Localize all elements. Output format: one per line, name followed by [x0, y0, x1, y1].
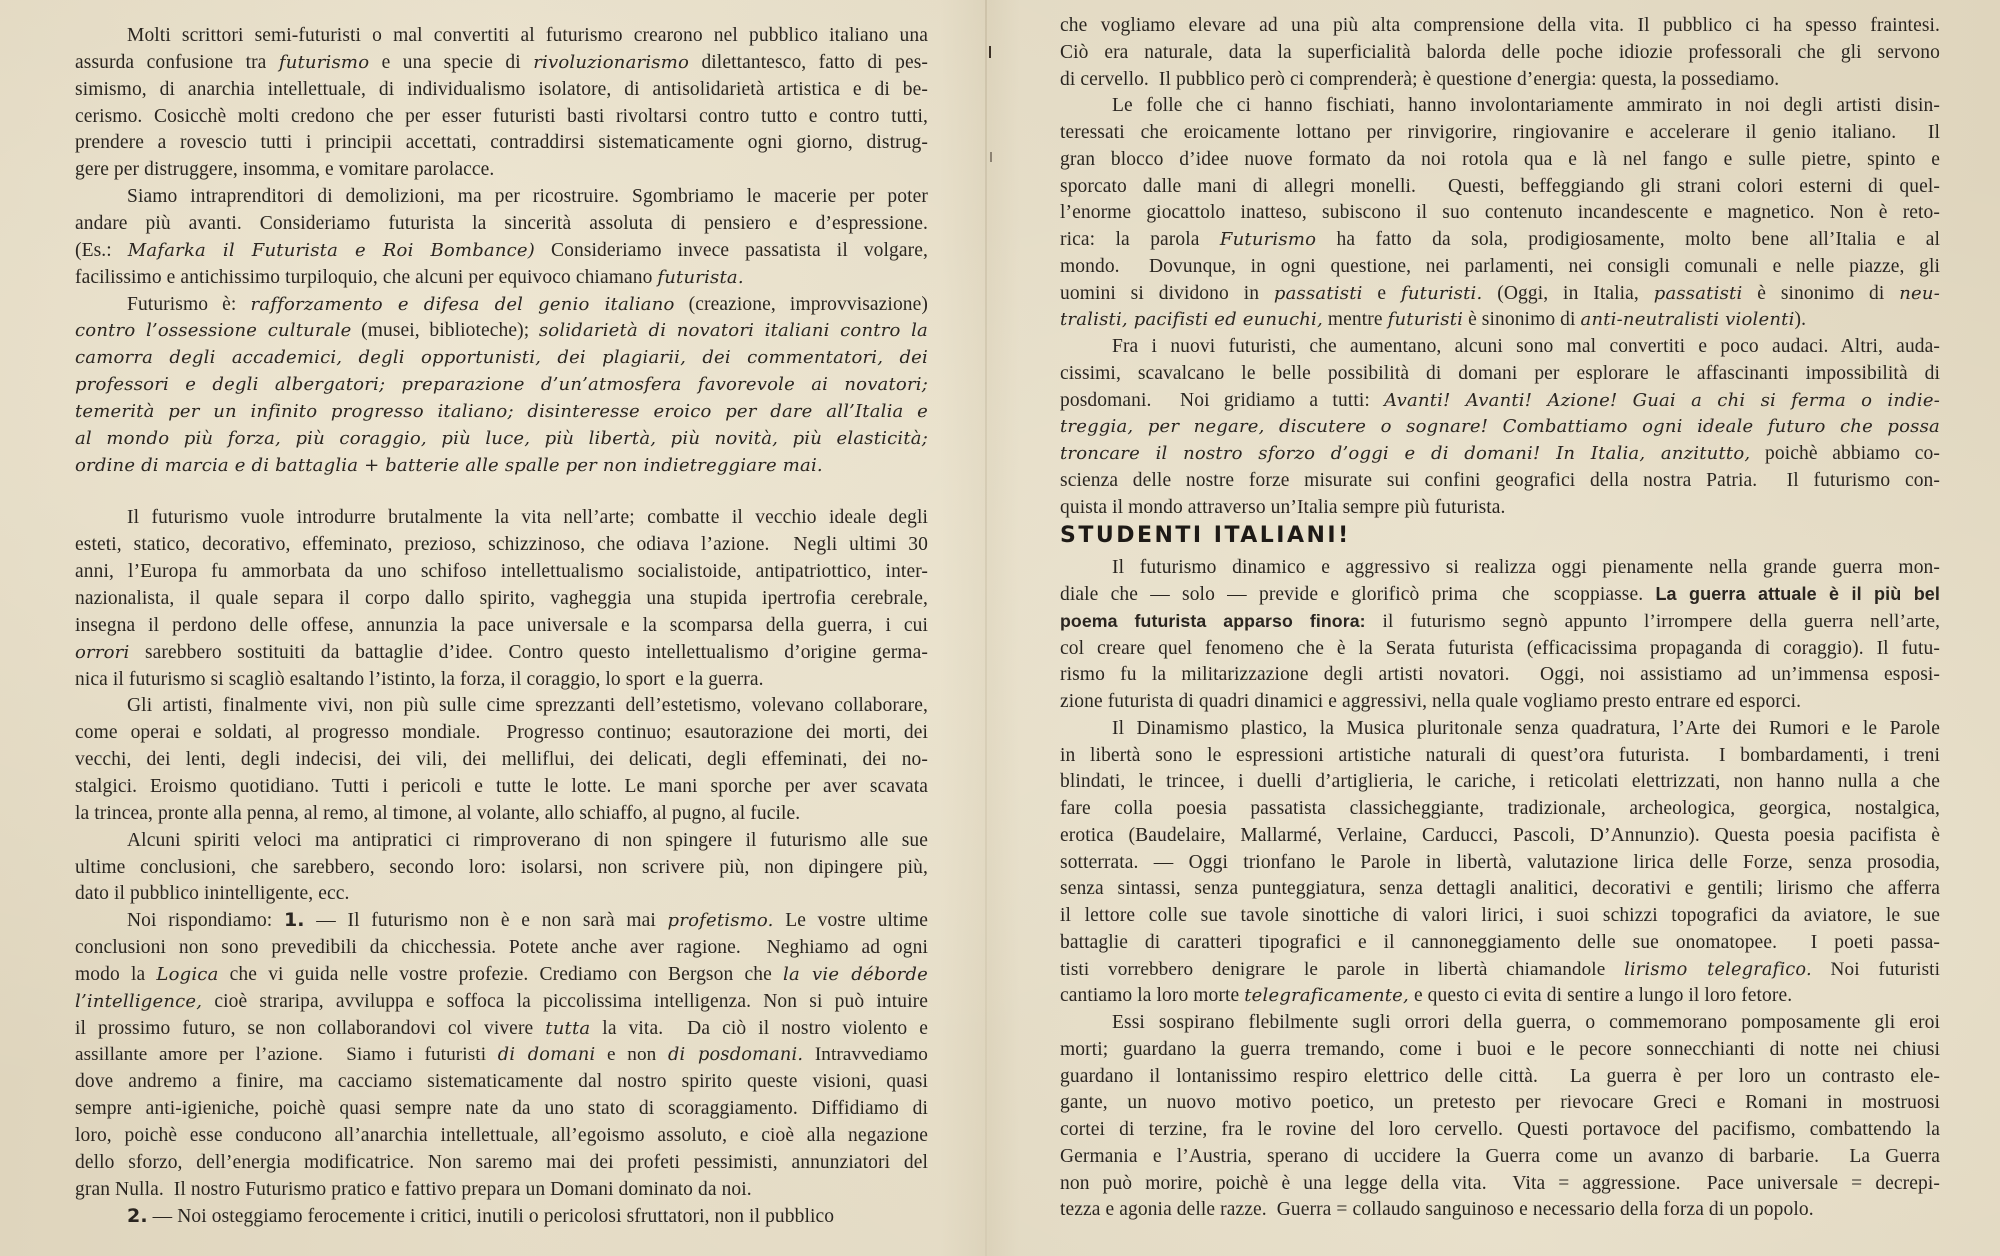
text-line — [1060, 1196, 1940, 1223]
text-line — [75, 504, 928, 531]
italic-text: ordine di marcia e di battaglia + batterie alle spalle per non indietreggiare mai. — [75, 454, 823, 476]
text-segment: anni, l’Europa fu ammorbata da uno schifoso intellettualismo socialistoide, antipatriottico, inter- — [75, 561, 928, 583]
text-segment: loro, poichè esse conducono all’anarchia intellettuale, all’egoismo assoluto, e cioè alla negazione — [75, 1125, 928, 1146]
text-segment: e non — [595, 1044, 669, 1066]
page-fold-gutter — [985, 0, 987, 1256]
text-line — [1060, 1009, 1940, 1036]
text-segment: ha fatto da sola, prodigiosamente, molto bene all’Italia e al — [1316, 229, 1940, 250]
text-segment: zione futurista di quadri dinamici e aggressivi, nella quale vogliamo presto entrare ed esporci. — [1060, 691, 1802, 712]
text-segment: cerismo. Cosicchè molti credono che per esser futuristi basti rivoltarsi contro tutto e contro tutti, — [75, 105, 928, 127]
text-segment: è sinonimo di — [1463, 309, 1581, 331]
text-segment: dilettantesco, fatto di pes- — [689, 51, 928, 73]
text-segment: sarebbero sostituiti da battaglie d’idee. Contro questo intellettualismo d’origine germa- — [129, 641, 928, 663]
text-line — [75, 452, 928, 479]
text-segment: il prossimo futuro, se non collaborandovi col vivere — [75, 1017, 546, 1039]
text-line — [1060, 635, 1940, 662]
text-line — [1060, 173, 1940, 200]
text-segment: nazionalista, il quale separa il corpo dallo spirito, vagheggia una stupida ipertrofia cerebrale, — [75, 588, 928, 609]
text-line — [75, 531, 928, 558]
text-segment: Molti scrittori semi-futuristi o mal convertiti al futurismo crearono nel pubblico italiano una — [127, 25, 928, 46]
italic-text: al mondo più forza, più coraggio, più luce, più libertà, più novità, più elasticità; — [75, 427, 928, 449]
text-segment: sotterrata. — Oggi trionfano le Parole in libertà, valutazione lirica delle Forze, senza prosodia, — [1060, 851, 1940, 873]
text-line — [1060, 66, 1940, 93]
text-segment: diale che — solo — previde e glorificò prima che scoppiasse. — [1060, 584, 1656, 605]
text-segment: (Es.: — [75, 239, 128, 261]
italic-text: Avanti! Avanti! Azione! Guai a chi si ferma o indie- — [1384, 389, 1940, 411]
text-line — [75, 1041, 928, 1068]
text-line — [75, 103, 928, 130]
text-segment: di cervello. Il pubblico però ci comprenderà; è questione d’energia: questa, la possediamo. — [1060, 68, 1780, 90]
text-line — [1060, 715, 1940, 742]
text-segment: senza sintassi, senza punteggiatura, senza dettagli analitici, decorativi e gentili; lirismo che afferra — [1060, 878, 1940, 900]
text-segment: il lettore colle sue tavole sinottiche di valori lirici, i suoi schizzi topografici da aviatore, le sue — [1060, 905, 1940, 926]
text-segment: tisti vorrebbero denigrare le parole in libertà chiamandole — [1060, 958, 1625, 980]
text-line — [1060, 1063, 1940, 1090]
text-segment: sporcato dalle mani di allegri monelli. Questi, beffeggiando gli strani colori esterni di quel- — [1060, 175, 1940, 197]
text-line — [1060, 581, 1940, 608]
italic-text: rafforzamento e difesa del genio italiano — [250, 293, 675, 315]
text-line — [1060, 554, 1940, 581]
text-segment: andare più avanti. Consideriamo futurista la sincerità assoluta di pensiero e d’espressione. — [75, 212, 928, 234]
italic-text: treggia, per negare, discutere o sognare! Combattiamo ogni ideale futuro che possa — [1060, 416, 1940, 438]
text-segment: insegna il perdono delle offese, annunzia la pace universale e la scomparsa della guerra, i cui — [75, 614, 928, 636]
text-line — [75, 49, 928, 76]
text-line — [75, 1122, 928, 1149]
text-segment: Noi rispondiamo: — [127, 910, 284, 932]
text-segment: mentre — [1322, 309, 1388, 331]
italic-text: passatisti — [1653, 282, 1743, 304]
text-line — [1060, 768, 1940, 795]
text-segment: Ciò era naturale, data la superficialità balorda delle poche idiozie professorali che gli servono — [1060, 41, 1940, 63]
text-segment: assillante amore per l’azione. Siamo i futuristi — [75, 1044, 498, 1066]
bold-text: poema futurista apparso finora: — [1060, 610, 1366, 631]
text-segment: modo la — [75, 963, 157, 985]
text-segment: uomini si dividono in — [1060, 282, 1274, 304]
text-line — [1060, 1116, 1940, 1143]
italic-text: futuristi. — [1401, 282, 1483, 304]
text-segment: Essi sospirano flebilmente sugli orrori della guerra, o commemorano pomposamente gli eroi — [1112, 1012, 1940, 1033]
text-line — [75, 692, 928, 719]
text-line — [1060, 280, 1940, 307]
text-segment: e — [1362, 282, 1402, 304]
italic-text: tutta — [545, 1017, 591, 1039]
text-line — [75, 773, 928, 800]
text-segment: Le vostre ultime — [773, 910, 928, 932]
italic-text: la vie déborde — [783, 963, 928, 985]
text-line — [75, 1149, 928, 1176]
text-segment: teressati che eroicamente lottano per rinvigorire, ringiovanire e accelerare il genio italiano. Il — [1060, 122, 1940, 143]
text-segment: assurda confusione tra — [75, 51, 279, 73]
text-segment: sempre anti-igieniche, poichè quasi sempre nate da uno stato di scoraggiamento. Diffidiamo di — [75, 1098, 928, 1120]
text-line — [1060, 742, 1940, 769]
text-line — [1060, 1036, 1940, 1063]
text-line — [1060, 661, 1940, 688]
text-segment: mondo. Dovunque, in ogni questione, nei parlamenti, nei consigli comunali e nelle piazze, gli — [1060, 255, 1940, 277]
text-line — [1060, 92, 1940, 119]
section-heading: STUDENTI ITALIANI! — [1060, 523, 1351, 548]
text-segment: gante, un nuovo motivo poetico, un pretesto per rievocare Greci e Romani in mostruosi — [1060, 1092, 1940, 1114]
italic-text: l’intelligence, — [75, 990, 203, 1012]
italic-text: contro l’ossessione culturale — [75, 320, 352, 342]
text-line — [1060, 608, 1940, 635]
text-line — [1060, 822, 1940, 849]
text-line — [75, 800, 928, 827]
text-line — [75, 183, 928, 210]
text-line — [1060, 494, 1940, 521]
text-line — [75, 988, 928, 1015]
text-line — [1060, 688, 1940, 715]
text-line — [1060, 902, 1940, 929]
text-line — [1060, 253, 1940, 280]
text-line — [1060, 1089, 1940, 1116]
text-segment: nica il futurismo si scagliò esaltando l’istinto, la forza, il coraggio, lo sport e la guerra. — [75, 668, 764, 690]
text-segment: cissimi, scavalcano le belle possibilità di domani per esplorare le affascinanti impossibilità di — [1060, 362, 1940, 384]
text-line — [75, 719, 928, 746]
text-line — [1060, 413, 1940, 440]
item-number: 1. — [283, 909, 305, 932]
text-line — [75, 237, 928, 264]
text-line — [75, 558, 928, 585]
text-segment: Alcuni spiriti veloci ma antipratici ci rimproverano di non spingere il futurismo alle sue — [127, 829, 928, 851]
italic-text: futuristi — [1387, 309, 1464, 331]
text-line — [1060, 875, 1940, 902]
text-line — [75, 880, 928, 907]
text-line — [1060, 795, 1940, 822]
italic-text: neu- — [1899, 282, 1940, 304]
text-segment: conclusioni non sono prevedibili da chicchessia. Potete anche aver ragione. Neghiamo ad ogni — [75, 937, 928, 959]
text-segment: rica: la parola — [1060, 229, 1220, 250]
text-line — [75, 961, 928, 988]
text-segment: battaglie di caratteri tipografici e il cannoneggiamento delle sue onomatopee. I poeti passa- — [1060, 931, 1940, 953]
text-line — [1060, 306, 1940, 333]
text-segment: che vogliamo elevare ad una più alta comprensione della vita. Il pubblico ci ha spesso fraintesi. — [1060, 15, 1940, 36]
text-line — [1060, 333, 1940, 360]
text-segment: stalgici. Eroismo quotidiano. Tutti i pericoli e tutte le lotte. Le mani sporche per aver scavata — [75, 775, 928, 797]
italic-text: temerità per un infinito progresso italiano; disinteresse eroico per dare all’Italia e — [75, 400, 928, 422]
text-segment: come operai e soldati, al progresso mondiale. Progresso continuo; esautorazione dei morti, dei — [75, 722, 928, 744]
text-line — [1060, 929, 1940, 956]
text-segment: Gli artisti, finalmente vivi, non più sulle cime sprezzanti dell’estetismo, volevano collaborare, — [127, 695, 928, 717]
text-line — [75, 585, 928, 612]
italic-text: camorra degli accademici, degli opportunisti, dei plagiarii, dei commentatori, dei — [75, 347, 928, 369]
text-segment: l’enorme giocattolo inatteso, subiscono il suo contenuto incandescente e magnetico. Non è reto- — [1060, 202, 1940, 224]
text-segment: e questo ci evita di sentire a lungo il loro fetore. — [1408, 985, 1793, 1007]
text-line — [75, 934, 928, 961]
italic-text: passatisti — [1273, 282, 1363, 304]
text-segment: poichè abbiamo co- — [1750, 443, 1940, 464]
text-line — [75, 854, 928, 881]
text-segment: Intravvediamo — [803, 1044, 928, 1066]
text-line — [1060, 119, 1940, 146]
text-segment: quista il mondo attraverso un’Italia sempre più futurista. — [1060, 496, 1506, 518]
text-segment: che vi guida nelle vostre profezie. Crediamo con Bergson che — [218, 963, 783, 985]
text-segment: (musei, biblioteche); — [351, 320, 539, 342]
text-segment: esteti, statico, decorativo, effeminato, prezioso, schizzinoso, che odiava l’azione. Negli ultimi 30 — [75, 534, 928, 556]
text-line — [1060, 1170, 1940, 1197]
text-line — [75, 76, 928, 103]
italic-text: anti-neutralisti violenti — [1580, 309, 1795, 331]
text-segment: blindati, le trincee, i duelli d’artiglieria, le cariche, i reticolati elettrizzati, non hanno nulla a che — [1060, 771, 1940, 793]
text-segment: Germania e l’Austria, sperano di uccidere la Guerra come un avanzo di barbarie. La Guerra — [1060, 1145, 1940, 1167]
text-segment: Noi futuristi — [1811, 958, 1940, 980]
text-segment: e una specie di — [369, 51, 534, 73]
bold-text: La guerra attuale è il più bel — [1655, 584, 1940, 604]
text-line — [1060, 982, 1940, 1009]
italic-text: lirismo telegrafico. — [1624, 959, 1812, 980]
page-mark — [990, 152, 992, 162]
text-line — [1060, 199, 1940, 226]
text-segment: Il Dinamismo plastico, la Musica pluritonale senza quadratura, l’Arte dei Rumori e le Parole — [1112, 717, 1940, 739]
italic-text: telegraficamente, — [1244, 985, 1409, 1007]
text-line — [1060, 849, 1940, 876]
italic-text: di domani — [497, 1045, 596, 1066]
text-segment: gran blocco d’idee nuove formato da noi rotola qua e là nel fango e sulle pietre, spinto e — [1060, 148, 1940, 170]
text-line — [75, 639, 928, 666]
text-segment: fare colla poesia passatista classicheggiante, tradizionale, archeologica, georgica, nostalgica, — [1060, 798, 1940, 819]
text-line — [75, 1095, 928, 1122]
text-segment: prendere a rovescio tutti i principii accettati, contraddirsi sistematicamente ogni giorno, distrug- — [75, 132, 928, 154]
italic-text: rivoluzionarismo — [533, 51, 690, 73]
text-line — [1060, 1143, 1940, 1170]
text-line — [1060, 146, 1940, 173]
text-segment: rismo fu la militarizzazione degli artisti novatori. Oggi, noi assistiamo ad un’immensa esposi- — [1060, 664, 1940, 686]
italic-text: Logica — [156, 963, 219, 985]
text-segment: (Oggi, in Italia, — [1482, 282, 1654, 304]
text-segment: dove andremo a finire, ma cacciamo sistematicamente dal nostro spirito queste visioni, quasi — [75, 1071, 928, 1093]
text-segment: Fra i nuovi futuristi, che aumentano, alcuni sono mal convertiti e poco audaci. Altri, auda- — [1112, 336, 1940, 357]
italic-text: Mafarka il Futurista e Roi Bombance) — [127, 239, 536, 261]
text-segment: è sinonimo di — [1742, 282, 1900, 304]
text-line — [75, 1203, 928, 1230]
text-segment: Consideriamo invece passatista il volgare, — [535, 239, 928, 261]
italic-text: professori e degli albergatori; preparazione d’un’atmosfera favorevole ai novatori; — [75, 374, 928, 396]
text-line — [75, 317, 928, 344]
text-segment: cioè straripa, avviluppa e soffoca la piccolissima intelligenza. Non si può intuire — [202, 990, 928, 1012]
italic-text: Futurismo — [1219, 229, 1317, 250]
text-line — [75, 264, 928, 291]
text-line — [1060, 360, 1940, 387]
italic-text: tralisti, pacifisti ed eunuchi, — [1060, 309, 1323, 331]
text-segment: in libertà sono le espressioni artistiche naturali di quest’ora futurista. I bombardamenti, i treni — [1060, 744, 1940, 766]
text-segment: Le folle che ci hanno fischiati, hanno involontariamente ammirato in noi degli artisti disin- — [1112, 95, 1940, 117]
page-mark — [989, 46, 991, 58]
text-line — [75, 156, 928, 183]
text-segment: cantiamo la loro morte — [1060, 985, 1245, 1007]
italic-text: futurista. — [657, 266, 744, 288]
text-line — [1060, 39, 1940, 66]
text-segment: dato il pubblico inintelligente, ecc. — [75, 883, 350, 905]
text-segment: Il futurismo vuole introdurre brutalmente la vita nell’arte; combatte il vecchio ideale degli — [127, 507, 928, 529]
text-segment: gran Nulla. Il nostro Futurismo pratico e fattivo prepara un Domani dominato da noi. — [75, 1178, 752, 1200]
text-segment: scienza delle nostre forze misurate sui confini geografici della nostra Patria. Il futurismo con- — [1060, 469, 1940, 491]
text-line — [75, 398, 928, 425]
text-segment: la trincea, pronte alla penna, al remo, al timone, al volante, allo schiaffo, al pugno, al fucile. — [75, 802, 801, 824]
italic-text: di posdomani. — [668, 1045, 804, 1066]
italic-text: futurismo — [278, 51, 370, 73]
italic-text: profetismo. — [667, 910, 774, 932]
italic-text: solidarietà di novatori italiani contro la — [538, 320, 928, 342]
italic-text: troncare il nostro sforzo d’oggi e di domani! In Italia, anzitutto, — [1060, 443, 1751, 464]
text-segment: Futurismo è: — [127, 293, 251, 315]
text-line — [1060, 956, 1940, 983]
text-segment: ). — [1794, 309, 1807, 331]
text-segment: la vita. Da ciò il nostro violento e — [590, 1017, 928, 1039]
text-segment: (creazione, improvvisazione) — [674, 293, 928, 315]
text-segment: col creare quel fenomeno che è la Serata futurista (efficacissima propaganda di coraggio). Il futu- — [1060, 637, 1940, 659]
text-line — [75, 344, 928, 371]
text-line — [1060, 467, 1940, 494]
text-segment: guardano il lontanissimo respiro elettrico delle città. La guerra è per loro un contrasto ele- — [1060, 1065, 1940, 1087]
text-line — [1060, 387, 1940, 414]
text-segment: ultime conclusioni, che sarebbero, secondo loro: isolarsi, non scrivere più, non dipingere più, — [75, 856, 928, 878]
text-line — [75, 210, 928, 237]
text-line — [75, 827, 928, 854]
text-segment: cortei di terzine, fra le rovine del loro cervello. Questi portavoce del pacifismo, combattendo la — [1060, 1119, 1940, 1140]
text-segment: tezza e agonia delle razze. Guerra = collaudo sanguinoso e necessario della forza di un popolo. — [1060, 1199, 1814, 1221]
text-segment: gere per distruggere, insomma, e vomitare parolacce. — [75, 159, 495, 181]
text-line — [75, 1068, 928, 1095]
text-line — [75, 666, 928, 693]
text-segment: Il futurismo dinamico e aggressivo si realizza oggi pienamente nella grande guerra mon- — [1112, 557, 1940, 579]
text-segment: facilissimo e antichissimo turpiloquio, che alcuni per equivoco chiamano — [75, 266, 658, 288]
text-line — [75, 746, 928, 773]
text-segment: il futurismo segnò appunto l’irrompere della guerra nell’arte, — [1365, 610, 1940, 632]
text-segment: non può morire, poichè è una legge della vita. Vita = aggressione. Pace universale = decrepi- — [1060, 1172, 1940, 1194]
text-line — [75, 1015, 928, 1042]
text-segment: morti; guardano la guerra tremando, come i buoi e le pecore sonnecchianti di notte nei chiusi — [1060, 1038, 1940, 1060]
text-segment: dello sforzo, dell’energia modificatrice. Non saremo mai dei profeti pessimisti, annunziatori del — [75, 1151, 928, 1173]
text-line — [75, 371, 928, 398]
text-segment: — Il futurismo non è e non sarà mai — [304, 910, 668, 932]
text-segment: Siamo intraprenditori di demolizioni, ma per ricostruire. Sgombriamo le macerie per poter — [127, 186, 928, 208]
text-line — [75, 22, 928, 49]
text-line — [75, 425, 928, 452]
text-line — [1060, 440, 1940, 467]
text-line — [75, 907, 928, 934]
text-segment: posdomani. Noi gridiamo a tutti: — [1060, 389, 1385, 411]
text-line — [1060, 12, 1940, 39]
item-number: 2. — [127, 1204, 148, 1227]
italic-text: orrori — [75, 641, 130, 663]
text-line — [75, 291, 928, 318]
text-line — [75, 129, 928, 156]
text-line — [75, 1176, 928, 1203]
text-line — [1060, 226, 1940, 253]
text-segment: — Noi osteggiamo ferocemente i critici, inutili o pericolosi sfruttatori, non il pubblico — [147, 1205, 835, 1227]
text-segment: erotica (Baudelaire, Mallarmé, Verlaine, Carducci, Pascoli, D’Annunzio). Questa poesia pacifista è — [1060, 824, 1940, 846]
text-line — [75, 612, 928, 639]
text-segment: vecchi, dei lenti, degli indecisi, dei vili, dei melliflui, dei delicati, degli effeminati, dei no- — [75, 749, 928, 771]
text-segment: simismo, di anarchia intellettuale, di individualismo isolatore, di antisolidarietà artistica e di be- — [75, 78, 928, 100]
